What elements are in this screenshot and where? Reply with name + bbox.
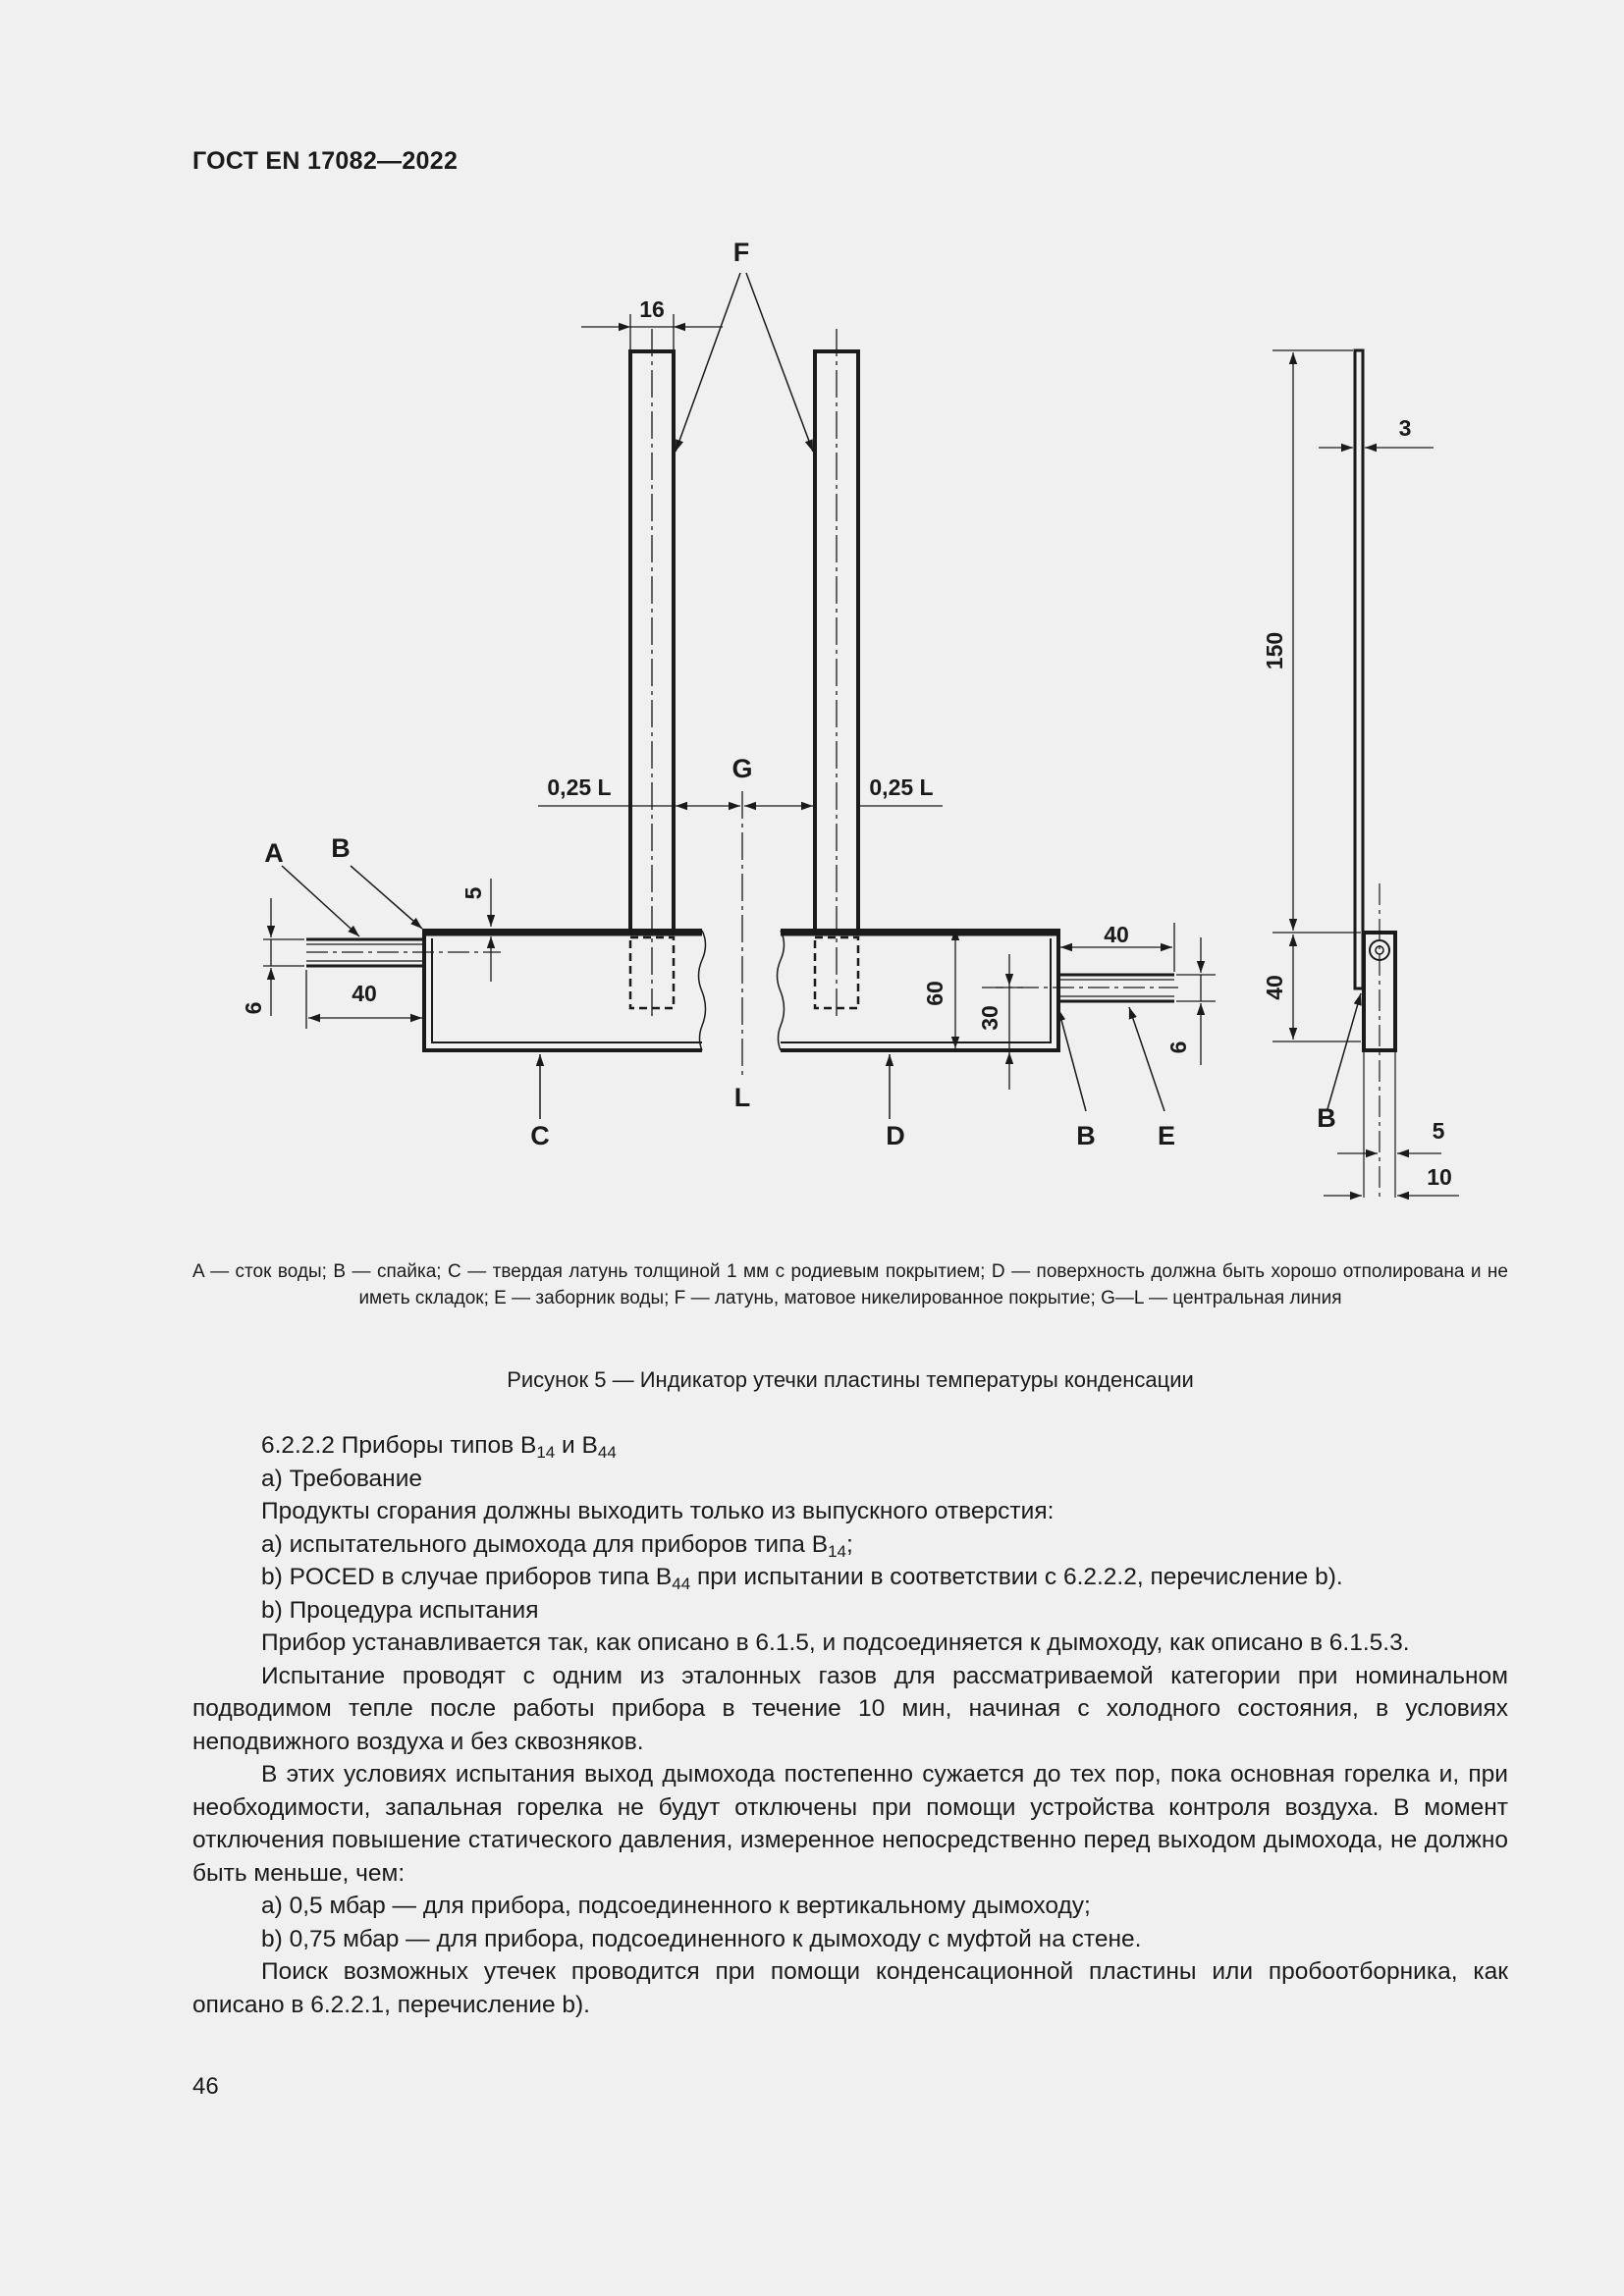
paragraph: Прибор устанавливается так, как описано в 6.1.5, и подсоединяется к дымоходу, как описано в 6.1.5.3. — [261, 1629, 1410, 1656]
dim-60: 60 — [922, 981, 947, 1006]
dim-5-left: 5 — [460, 886, 486, 900]
side-view-plate — [1355, 350, 1363, 988]
dim-3: 3 — [1398, 415, 1412, 441]
dim-5-side: 5 — [1432, 1118, 1445, 1144]
dim-6-left: 6 — [241, 1001, 266, 1015]
paragraph: b) Процедура испытания — [261, 1596, 539, 1624]
label-l: L — [733, 1083, 751, 1112]
label-g: G — [731, 754, 753, 783]
label-a: A — [264, 838, 284, 868]
label-e: E — [1157, 1121, 1176, 1150]
dim-150: 150 — [1262, 631, 1287, 670]
label-b-right: B — [1076, 1121, 1096, 1150]
paragraph: Продукты сгорания должны выходить только из выпускного отверстия: — [261, 1498, 1055, 1524]
page-number: 46 — [192, 2073, 219, 2100]
paragraph: Испытание проводят с одним из эталонных газов для рассматриваемой категории при номинальном подводимом тепле после работы прибора в течение 10 мин, начиная с холодного состояния, в условиях неподвижного воздуха и без сквозняков. — [192, 1662, 1508, 1755]
list-item: b) POCED в случае приборов типа $B_{44}$ при испытании в соответствии с 6.2.2.2, перечисление b). — [261, 1564, 1343, 1593]
dim-10: 10 — [1427, 1164, 1452, 1190]
figure-legend: A — сток воды; B — спайка; C — твердая латунь толщиной 1 мм с родиевым покрытием; D — поверхность должна быть хорошо отполирована и не иметь складок; E — заборник воды; F — латунь, матовое никелированное покрытие; G—L — центральная линия — [192, 1261, 1508, 1308]
dim-40-side: 40 — [1262, 975, 1287, 1000]
right-base-box — [781, 931, 1058, 1050]
dim-40-left: 40 — [352, 981, 377, 1006]
list-item: а) испытательного дымохода для приборов типа $B_{14}$; — [261, 1530, 853, 1561]
list-item: а) 0,5 мбар — для прибора, подсоединенного к вертикальному дымоходу; — [261, 1893, 1091, 1919]
label-b-left: B — [331, 833, 351, 863]
label-d: D — [886, 1121, 905, 1150]
figure-caption: Рисунок 5 — Индикатор утечки пластины температуры конденсации — [507, 1367, 1194, 1392]
dim-30: 30 — [977, 1005, 1002, 1031]
label-c: C — [530, 1121, 550, 1150]
dim-025l-right: 0,25 L — [869, 774, 934, 800]
dim-40-right: 40 — [1104, 922, 1129, 947]
paragraph: Поиск возможных утечек проводится при помощи конденсационной пластины или пробоотборника, как описано в 6.2.2.1, перечисление b). — [192, 1958, 1508, 2018]
dim-16: 16 — [639, 296, 665, 322]
list-item: b) 0,75 мбар — для прибора, подсоединенного к дымоходу с муфтой на стене. — [261, 1925, 1142, 1952]
left-base-box — [424, 931, 702, 1050]
section-heading: 6.2.2.2 Приборы типов $B_{14}$ и $B_{44}$ — [261, 1432, 617, 1462]
dim-6-right: 6 — [1165, 1041, 1191, 1054]
dim-025l-left: 0,25 L — [547, 774, 612, 800]
document-header: ГОСТ EN 17082—2022 — [192, 147, 459, 175]
paragraph: а) Требование — [261, 1465, 423, 1492]
section-body — [192, 1429, 1508, 2021]
label-f: F — [732, 238, 750, 267]
paragraph: В этих условиях испытания выход дымохода постепенно сужается до тех пор, пока основная горелка и, при необходимости, запальная горелка не будут отключены при помощи устройства контроля воздуха. В момент отключения повышение статического давления, измеренное непосредственно перед выходом дымохода, не должно быть меньше, чем: — [192, 1761, 1508, 1887]
label-b-side: B — [1317, 1103, 1336, 1133]
